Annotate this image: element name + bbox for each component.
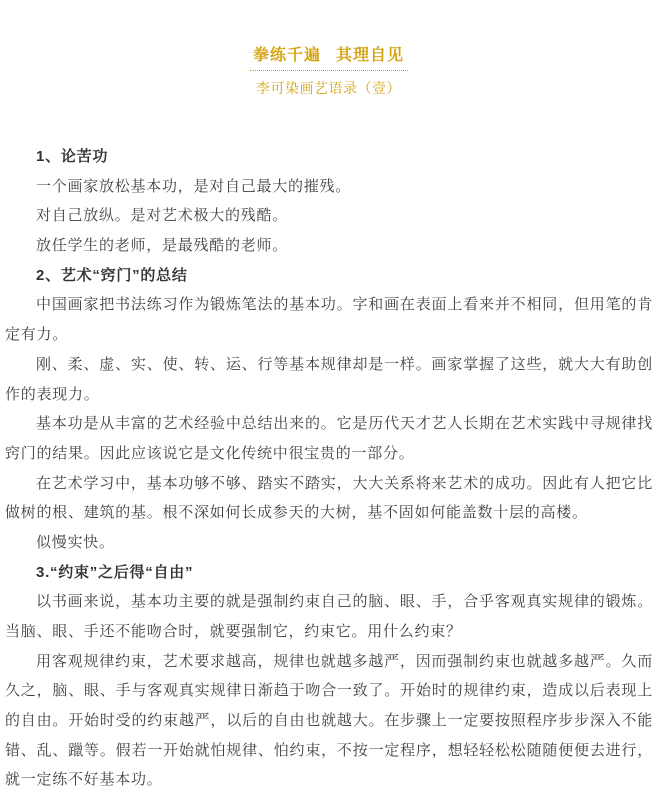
section-heading: 2、艺术“窍门”的总结 (36, 266, 188, 284)
paragraph (5, 647, 653, 792)
paragraph-line: 用客观规律约束，艺术要求越高，规律也就越多越严，因而强制约束也就越多越严。久而 (36, 652, 653, 670)
paragraph-line: 中国画家把书法练习作为锻炼笔法的基本功。字和画在表面上看来并不相同，但用笔的肯 (36, 296, 653, 314)
paragraph-line: 错、乱、躐等。假若一开始就怕规律、怕约束，不按一定程序，想轻轻松松随随便便去进行， (5, 741, 653, 759)
article-title: 拳练千遍 其理自见 (253, 47, 404, 64)
paragraph-line: 的自由。开始时受的约束越严，以后的自由也就越大。在步骤上一定要按照程序步步深入不能 (5, 712, 653, 730)
paragraph-line: 做树的根、建筑的基。根不深如何长成参天的大树，基不固如何能盖数十层的高楼。 (5, 504, 588, 522)
section-2 (5, 261, 653, 558)
title-divider (250, 70, 408, 71)
paragraph (5, 350, 653, 409)
article-header (0, 0, 657, 110)
article-body (5, 142, 653, 791)
paragraph-line: 一个画家放松基本功，是对自己最大的摧残。 (36, 177, 352, 195)
paragraph-line: 放任学生的老师，是最残酷的老师。 (36, 237, 289, 255)
section-1 (5, 142, 653, 261)
paragraph-line: 作的表现力。 (5, 385, 100, 403)
paragraph-line: 就一定练不好基本功。 (5, 771, 163, 789)
paragraph-line: 基本功是从丰富的艺术经验中总结出来的。它是历代天才艺人长期在艺术实践中寻规律找 (36, 415, 653, 433)
section-3 (5, 558, 653, 792)
paragraph (5, 409, 653, 468)
paragraph (5, 172, 653, 202)
paragraph-line: 定有力。 (5, 326, 69, 344)
paragraph (5, 469, 653, 528)
paragraph (5, 528, 653, 558)
paragraph-line: 在艺术学习中，基本功够不够、踏实不踏实，大大关系将来艺术的成功。因此有人把它比 (36, 474, 653, 492)
paragraph (5, 231, 653, 261)
paragraph-line: 刚、柔、虚、实、使、转、运、行等基本规律却是一样。画家掌握了这些，就大大有助创 (36, 355, 653, 373)
paragraph (5, 587, 653, 646)
article-subtitle: 李可染画艺语录（壹） (256, 80, 401, 96)
paragraph-line: 似慢实快。 (36, 533, 115, 551)
paragraph-line: 当脑、眼、手还不能吻合时，就要强制它，约束它。用什么约束？ (5, 623, 462, 640)
paragraph-line: 对自己放纵。是对艺术极大的残酷。 (36, 207, 289, 225)
paragraph (5, 290, 653, 349)
paragraph (5, 201, 653, 231)
paragraph-line: 久之，脑、眼、手与客观真实规律日渐趋于吻合一致了。开始时的规律约束，造成以后表现上 (5, 682, 653, 700)
paragraph-line: 窍门的结果。因此应该说它是文化传统中很宝贵的一部分。 (5, 444, 415, 462)
paragraph-line: 以书画来说，基本功主要的就是强制约束自己的脑、眼、手，合乎客观真实规律的锻炼。 (36, 593, 653, 611)
section-heading: 3.“约束”之后得“自由” (36, 563, 194, 581)
section-heading: 1、论苦功 (36, 148, 109, 165)
